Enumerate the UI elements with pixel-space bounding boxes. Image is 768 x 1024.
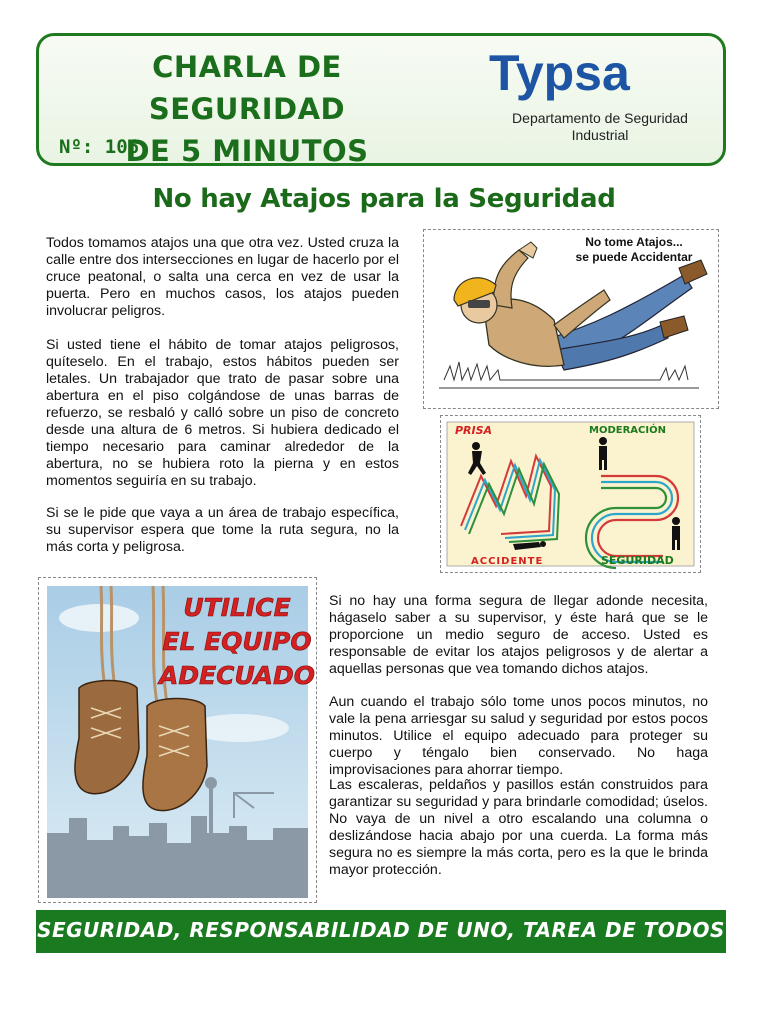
department-line1: Departamento de Seguridad (512, 110, 688, 126)
poster-line2: EL EQUIPO (162, 627, 312, 656)
footer-bar (36, 910, 726, 953)
header-box (36, 33, 726, 166)
boots-poster-drawing (39, 578, 316, 902)
paths-diagram-drawing (441, 416, 700, 572)
falling-worker-caption-1: No tome Atajos... (585, 235, 683, 249)
paragraph-route: Si se le pide que vaya a un área de trabajo específica, su supervisor espera que tome la ruta segura, no la más corta y peligrosa. (46, 505, 399, 555)
paragraph-intro: Todos tomamos atajos una que otra vez. Usted cruza la calle entre dos intersecciones en lugar de hacerlo por el cruce peatonal, o salta una cerca en vez de usar la puerta. Pero en muchos casos, los atajos pueden involucrar peligros. (46, 235, 399, 319)
poster-line3: ADECUADO (158, 661, 316, 690)
poster-line1: UTILICE (183, 593, 291, 622)
falling-worker-illustration (423, 229, 719, 409)
paragraph-safe-access: Si no hay una forma segura de llegar adonde necesita, hágaselo saber a su supervisor, y éste hará que se le proporcione un medio seguro de acceso. Usted es responsable de evitar los atajos peligrosos y de alertar a aquellas personas que vea tomando dichos atajos. (329, 593, 708, 677)
header-title-line1: CHARLA DE SEGURIDAD (148, 50, 346, 126)
boots-poster (38, 577, 317, 903)
falling-worker-drawing (424, 230, 718, 408)
falling-worker-caption-2: se puede Accidentar (575, 250, 693, 264)
label-safety: SEGURIDAD (601, 554, 674, 567)
paragraph-few-minutes: Aun cuando el trabajo sólo tome unos pocos minutos, no vale la pena arriesgar su salud y seguridad por estos pocos minutos. Utilice el equipo adecuado para proteger su cuerpo y téngalo bien conservado. No haga improvisaciones para ahorrar tiempo. (329, 694, 708, 778)
label-accident: ACCIDENTE (471, 556, 544, 567)
paths-diagram (440, 415, 701, 573)
header-title-line2: DE 5 MINUTOS (125, 134, 369, 168)
typsa-logo: Typsa (489, 45, 630, 101)
article-title: No hay Atajos para la Seguridad (152, 184, 616, 214)
footer-slogan: SEGURIDAD, RESPONSABILIDAD DE UNO, TAREA DE TODOS (37, 918, 725, 942)
department-name (485, 110, 715, 144)
department-line2: Industrial (571, 127, 629, 143)
label-rush: PRISA (455, 424, 493, 437)
paragraph-stairs: Las escaleras, peldaños y pasillos están construidos para garantizar su seguridad y para brindarle comodidad; úselos. No vaya de un nivel a otro escalando una columna o deslizándose hacia abajo por una cuerda. La forma más segura no es siempre la más corta, pero es la que le brinda mayor protección. (329, 777, 708, 878)
paragraph-habit: Si usted tiene el hábito de tomar atajos peligrosos, quíteselo. En el trabajo, estos hábitos pueden ser letales. Un trabajador que trato de pasar sobre una abertura en el piso colgándose de unas barras de refuerzo, se resbaló y calló sobre un piso de concreto desde una altura de 6 metros. Si hubiera dedicado el tiempo necesario para caminar alrededor de la abertura, no se hubiera roto la pierna y en estos momentos seguiría en su trabajo. (46, 337, 399, 489)
label-moderation: MODERACIÓN (589, 425, 666, 436)
talk-number: Nº: 106 (59, 136, 140, 158)
